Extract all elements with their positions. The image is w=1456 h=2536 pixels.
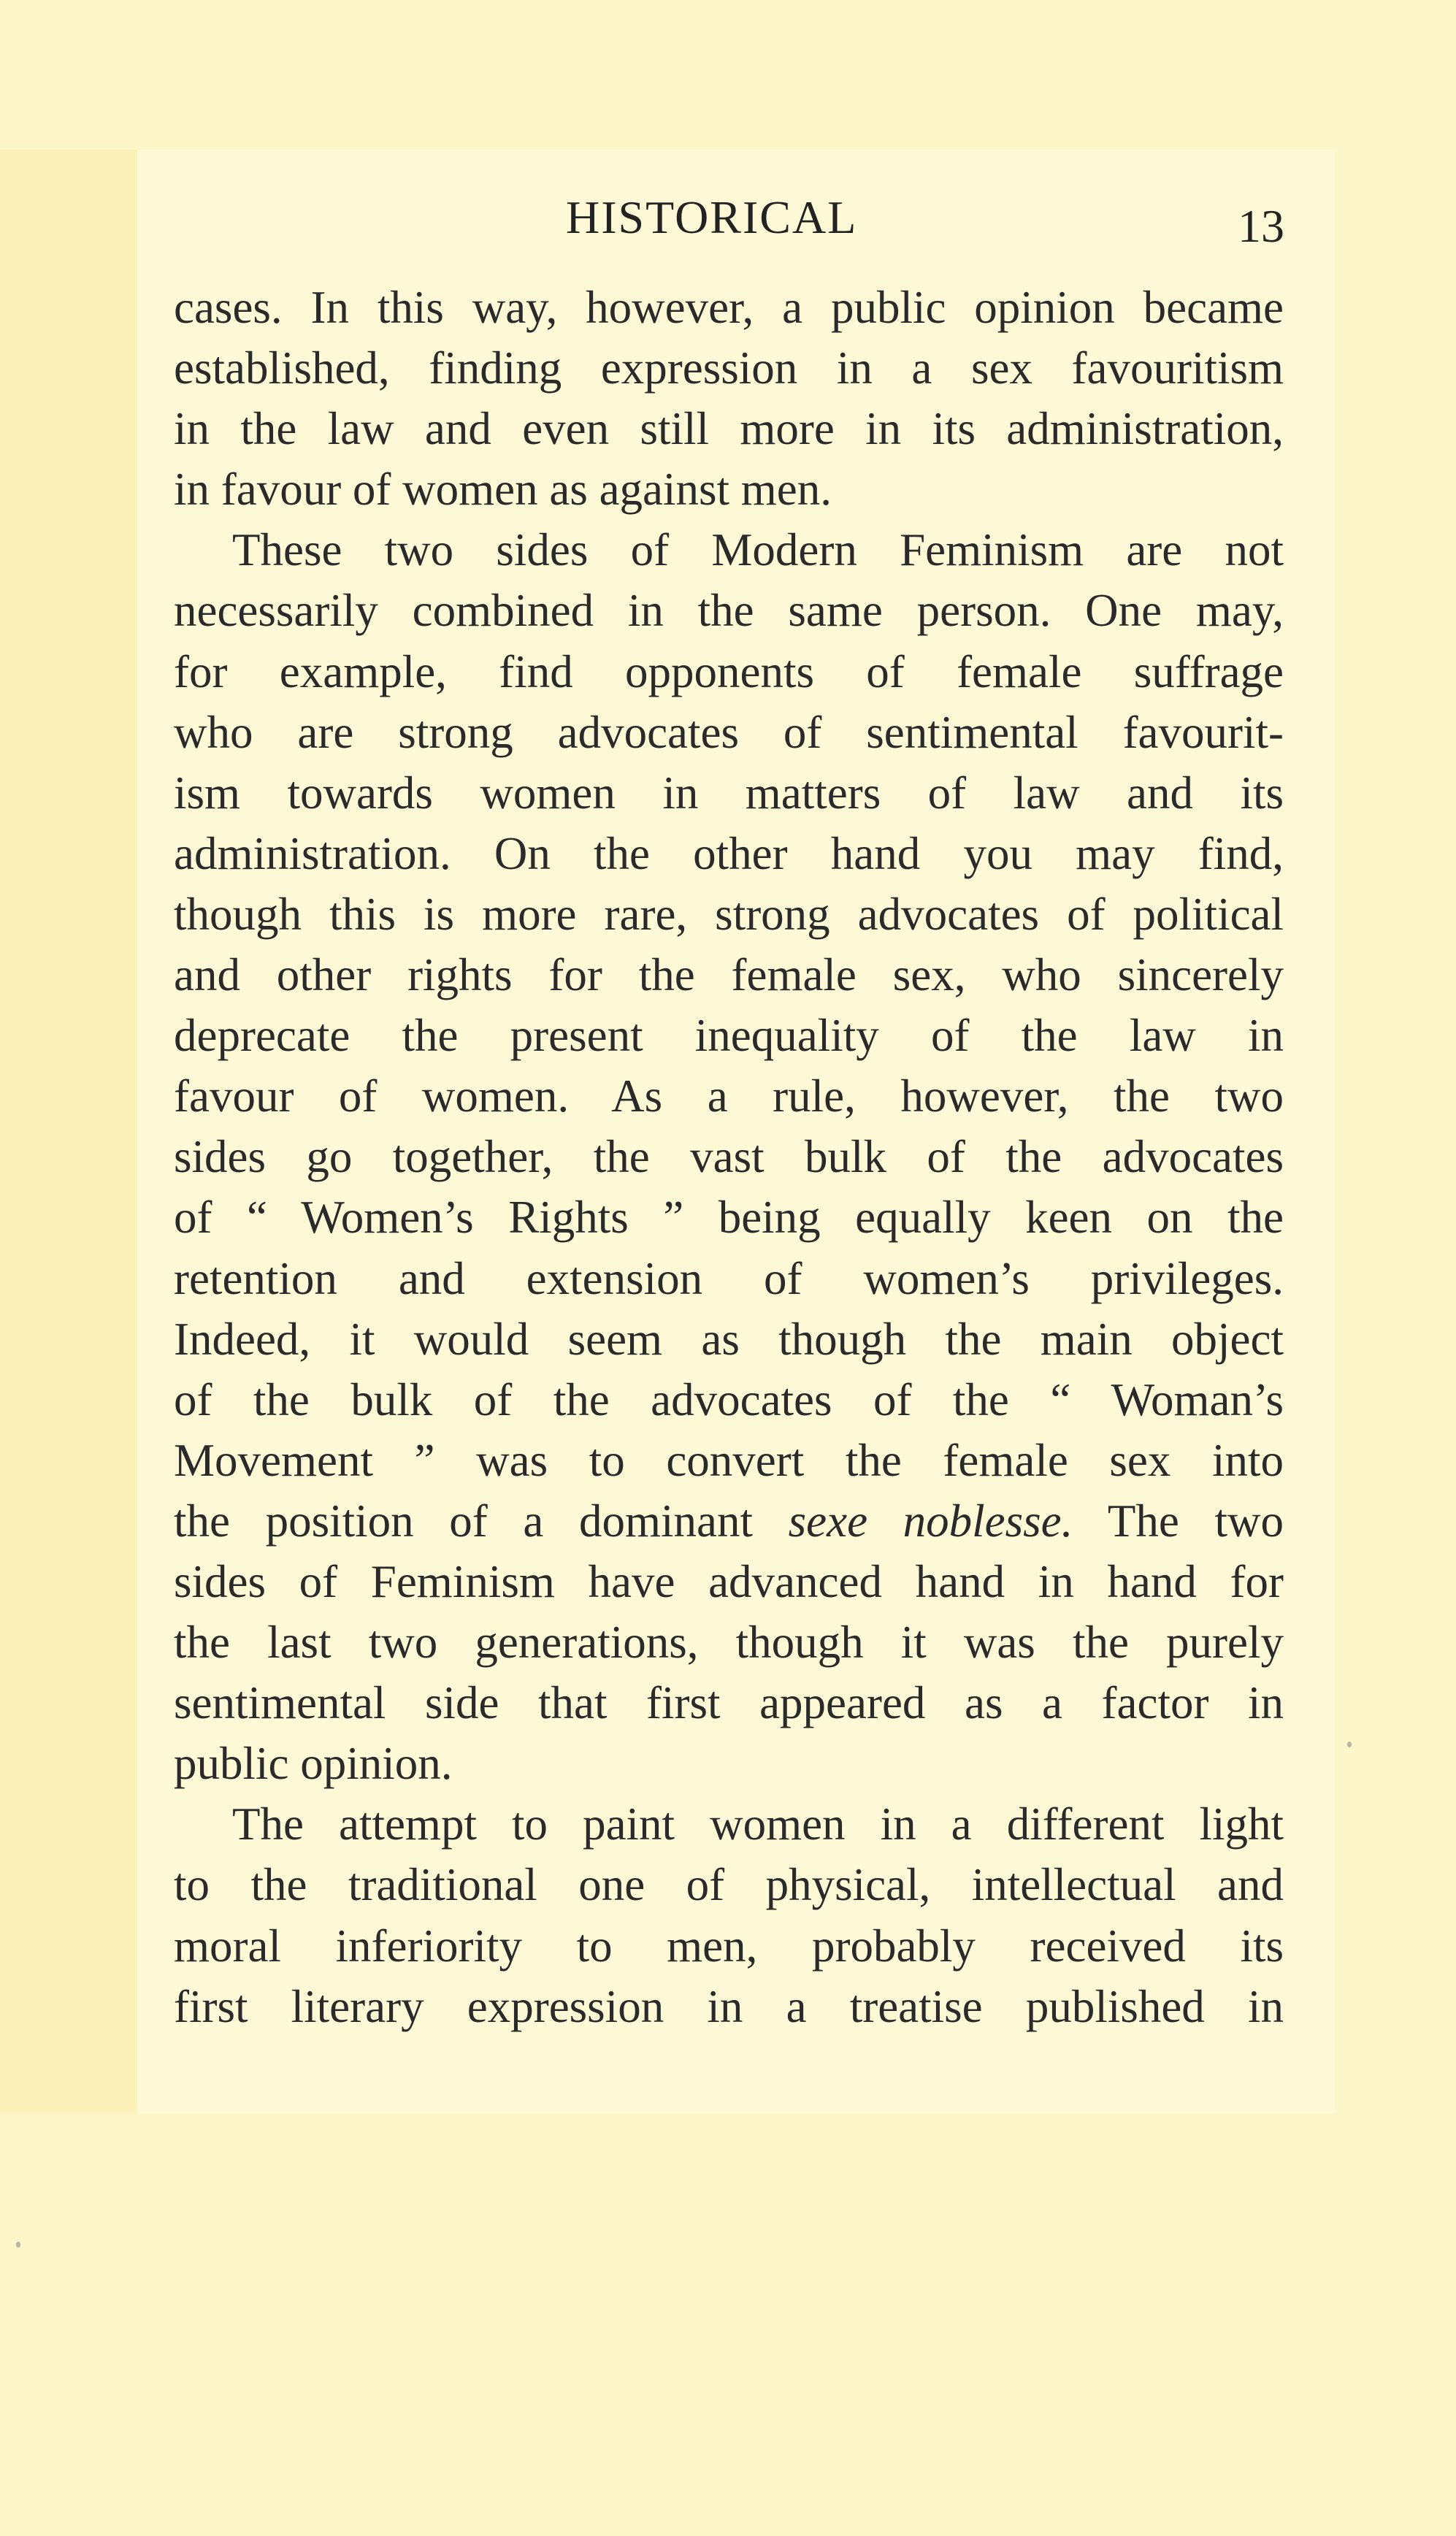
text-line: ism towards women in matters of law and its	[174, 767, 1284, 819]
text-line: of “ Women’s Rights ” being equally keen on the	[174, 1192, 1284, 1244]
running-head	[0, 188, 1456, 252]
text-line: public opinion.	[174, 1738, 453, 1790]
text-line: moral inferiority to men, probably received its	[174, 1920, 1284, 1972]
paper-speck	[16, 2242, 20, 2248]
text-line: though this is more rare, strong advocates of political	[174, 888, 1284, 940]
text-segment: the position of a dominant	[174, 1495, 753, 1547]
text-line: the last two generations, though it was the purely	[174, 1617, 1284, 1669]
text-line: deprecate the present inequality of the law in	[174, 1010, 1284, 1062]
text-line: of the bulk of the advocates of the “ Woman’s	[174, 1374, 1284, 1425]
paper-speck	[1347, 1742, 1352, 1747]
text-line: necessarily combined in the same person. One may,	[174, 585, 1284, 637]
text-line: for example, find opponents of female suffrage	[174, 646, 1284, 697]
text-line: The attempt to paint women in a different light	[232, 1798, 1284, 1850]
text-line: sides go together, the vast bulk of the advocates	[174, 1131, 1284, 1183]
text-line: sides of Feminism have advanced hand in hand for	[174, 1555, 1284, 1607]
body-text	[174, 277, 1284, 2037]
text-line-with-italic	[174, 1491, 1284, 1552]
text-line: and other rights for the female sex, who sincerely	[174, 949, 1284, 1001]
text-line: administration. On the other hand you may find,	[174, 827, 1284, 879]
text-line: Movement ” was to convert the female sex into	[174, 1434, 1284, 1486]
text-line: in the law and even still more in its administration,	[174, 403, 1284, 455]
text-line: to the traditional one of physical, intellectual and	[174, 1859, 1284, 1911]
text-line: retention and extension of women’s privileges.	[174, 1252, 1284, 1304]
text-line: favour of women. As a rule, however, the two	[174, 1070, 1284, 1122]
text-line: These two sides of Modern Feminism are not	[232, 524, 1284, 576]
text-line: cases. In this way, however, a public opinion became	[174, 282, 1284, 333]
page-number: 13	[1238, 200, 1284, 252]
text-line: Indeed, it would seem as though the main object	[174, 1313, 1284, 1365]
text-line: who are strong advocates of sentimental favourit-	[174, 706, 1284, 758]
page-edge-shadow	[0, 150, 137, 2114]
text-line: in favour of women as against men.	[174, 464, 832, 516]
text-segment: The two	[1107, 1495, 1284, 1547]
text-line: first literary expression in a treatise published in	[174, 1980, 1284, 2032]
text-line: sentimental side that first appeared as a factor in	[174, 1677, 1284, 1729]
running-head-title: HISTORICAL	[566, 191, 858, 243]
text-line: established, finding expression in a sex favouritism	[174, 342, 1284, 394]
italic-phrase: sexe noblesse.	[788, 1495, 1073, 1547]
